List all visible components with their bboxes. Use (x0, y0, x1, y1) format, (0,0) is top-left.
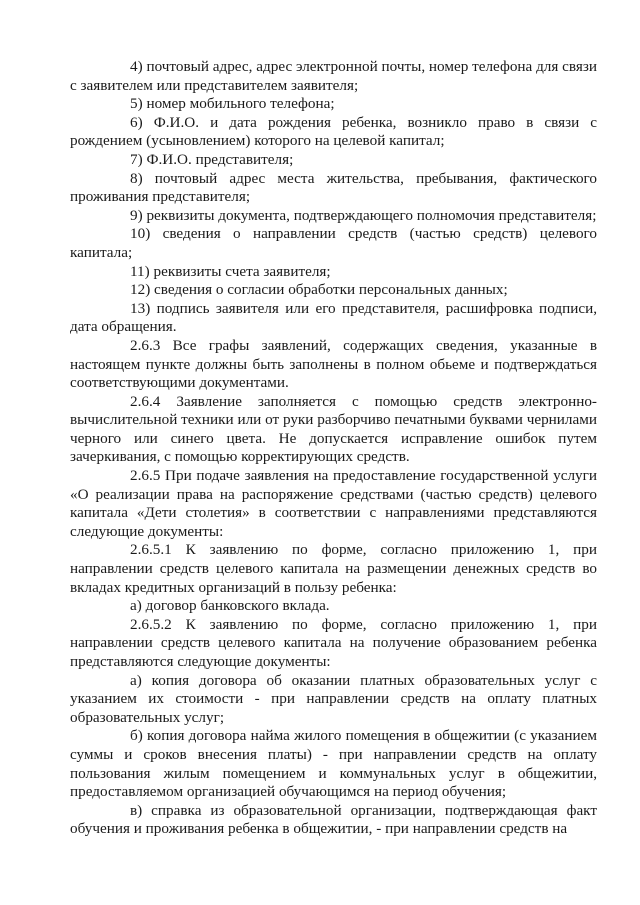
document-page (70, 58, 597, 839)
paragraph-item-13-signature: 13) подпись заявителя или его представителя, расшифровка подписи, дата обращения. (70, 299, 597, 336)
paragraph-sub-v-certificate: в) справка из образовательной организации, подтверждающая факт обучения и проживания ребенка в общежитии, - при направлении средств на (70, 801, 597, 838)
paragraph-2-6-5-2: 2.6.5.2 К заявлению по форме, согласно приложению 1, при направлении средств целевого капитала на получение образованием ребенка представляются следующие документы: (70, 615, 597, 670)
paragraph-sub-a-education-contract: а) копия договора об оказании платных образовательных услуг с указанием их стоимости - при направлении средств на оплату платных образовательных услуг; (70, 671, 597, 726)
paragraph-sub-b-dormitory-contract: б) копия договора найма жилого помещения в общежитии (с указанием суммы и сроков внесения платы) - при направлении средств на оплату пользования жилым помещением и коммунальных услуг в общежитии, предоставляемом организацией обучающимся на период обучения; (70, 727, 597, 801)
paragraph-2-6-5: 2.6.5 При подаче заявления на предоставление государственной услуги «О реализации права на распоряжение средствами (частью средств) целевого капитала «Дети столетия» в соответствии с направлениями представляются следующие документы: (70, 467, 597, 540)
paragraph-item-11-bank-account: 11) реквизиты счета заявителя; (130, 262, 331, 280)
paragraph-2-6-3: 2.6.3 Все графы заявлений, содержащих сведения, указанные в настоящем пункте должны быть заполнены в полном обьеме и подтверждаться соответствующими документами. (70, 336, 597, 392)
paragraph-item-12-data-consent: 12) сведения о согласии обработки персональных данных; (130, 281, 508, 299)
paragraph-sub-a-bank-deposit: а) договор банковского вклада. (130, 597, 330, 615)
paragraph-2-6-4: 2.6.4 Заявление заполняется с помощью средств электронно-вычислительной техники или от руки разборчиво печатными буквами чернилами черного или синего цвета. Не допускается исправление ошибок путем зачеркивания, с помощью корректирующих средств. (70, 392, 597, 466)
paragraph-item-8-representative-address: 8) почтовый адрес места жительства, пребывания, фактического проживания представителя; (70, 169, 597, 206)
paragraph-item-5-mobile-phone: 5) номер мобильного телефона; (130, 95, 335, 113)
paragraph-item-6-child-name: 6) Ф.И.О. и дата рождения ребенка, возникло право в связи с рождением (усыновлением) которого на целевой капитал; (70, 113, 597, 150)
paragraph-item-4-contact-address: 4) почтовый адрес, адрес электронной почты, номер телефона для связи с заявителем или представителем заявителя; (70, 58, 597, 94)
paragraph-item-10-fund-direction: 10) сведения о направлении средств (частью средств) целевого капитала; (70, 225, 597, 261)
paragraph-item-9-authority-document: 9) реквизиты документа, подтверждающего полномочия представителя; (130, 206, 597, 224)
paragraph-2-6-5-1: 2.6.5.1 К заявлению по форме, согласно приложению 1, при направлении средств целевого капитала на размещении денежных средств во вкладах кредитных организаций в пользу ребенка: (70, 541, 597, 596)
paragraph-item-7-representative-name: 7) Ф.И.О. представителя; (130, 150, 294, 168)
